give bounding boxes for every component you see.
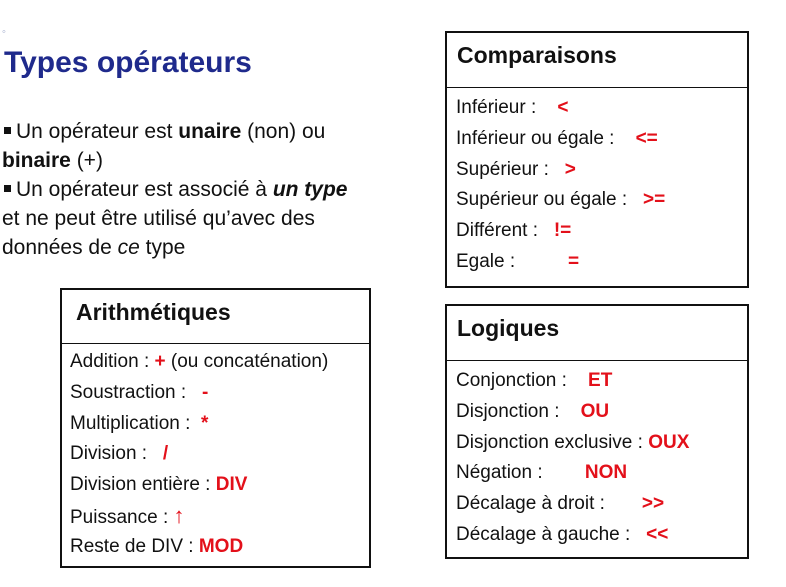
page-title: Types opérateurs: [4, 46, 252, 79]
intro-line-1: Un opérateur est unaire (non) ou: [2, 117, 422, 146]
comparaison-item: Supérieur : >: [456, 158, 576, 180]
logiques-list: [447, 361, 747, 551]
arith-item-addition: Addition : + (ou concaténation): [70, 351, 329, 372]
comparaisons-title: Comparaisons: [447, 33, 747, 88]
arithmetiques-list: [62, 344, 369, 563]
operator-symbol: =: [567, 250, 580, 272]
operator-symbol: NON: [584, 462, 628, 484]
arithmetiques-box: [60, 288, 371, 568]
logique-item: Décalage à droit : >>: [456, 493, 665, 515]
intro-line-4: et ne peut être utilisé qu’avec des: [2, 207, 315, 230]
operator-symbol: OUX: [648, 431, 690, 453]
operator-symbol: <: [557, 97, 569, 118]
slide-bullet-marker: ◦: [2, 26, 6, 38]
arith-item-reste: Reste de DIV : MOD: [70, 535, 244, 557]
arithmetiques-title: Arithmétiques: [62, 290, 369, 344]
comparaisons-list: [447, 88, 747, 278]
comparaison-item: Egale : =: [456, 250, 580, 272]
term-un-type: un type: [272, 178, 348, 201]
intro-text: [2, 117, 422, 262]
up-arrow-icon: ↑: [173, 502, 185, 528]
logique-item: Négation : NON: [456, 462, 628, 484]
logique-item: Conjonction : ET: [456, 370, 613, 391]
term-unaire: unaire: [178, 120, 242, 143]
operator-symbol: +: [154, 351, 166, 372]
operator-symbol: <<: [646, 523, 669, 545]
intro-line-3: Un opérateur est associé à un type: [2, 175, 422, 204]
logique-item: Disjonction exclusive : OUX: [456, 431, 690, 453]
comparaison-item: Différent : !=: [456, 220, 572, 242]
intro-line-2: binaire (+): [2, 149, 103, 172]
arith-item-division: Division : /: [70, 443, 169, 465]
operator-symbol: ET: [588, 370, 613, 391]
comparaisons-box: [445, 31, 749, 288]
operator-symbol: *: [200, 412, 209, 434]
arith-item-division-entiere: Division entière : DIV: [70, 474, 248, 496]
term-ce: ce: [117, 236, 140, 259]
comparaison-item: Inférieur : <: [456, 97, 569, 118]
logique-item: Décalage à gauche : <<: [456, 523, 669, 545]
arith-item-puissance: Puissance : ↑: [70, 502, 185, 528]
operator-symbol: /: [162, 443, 169, 465]
logique-item: Disjonction : OU: [456, 400, 610, 422]
arith-item-soustraction: Soustraction : -: [70, 381, 209, 403]
operator-symbol: OU: [580, 400, 610, 422]
operator-symbol: >: [564, 158, 576, 180]
arith-item-multiplication: Multiplication : *: [70, 412, 209, 434]
square-bullet-icon: [4, 127, 11, 134]
logiques-title: Logiques: [447, 306, 747, 361]
operator-symbol: MOD: [198, 535, 244, 557]
operator-symbol: >>: [641, 493, 665, 515]
intro-line-5: données de ce type: [2, 236, 186, 259]
term-binaire: binaire: [2, 149, 71, 172]
logiques-box: [445, 304, 749, 559]
comparaison-item: Supérieur ou égale : >=: [456, 189, 666, 211]
operator-symbol: >=: [642, 189, 666, 211]
square-bullet-icon: [4, 185, 11, 192]
operator-symbol: !=: [553, 220, 572, 242]
operator-symbol: -: [202, 381, 209, 403]
comparaison-item: Inférieur ou égale : <=: [456, 127, 658, 149]
operator-symbol: DIV: [215, 474, 248, 496]
operator-symbol: <=: [635, 127, 658, 149]
